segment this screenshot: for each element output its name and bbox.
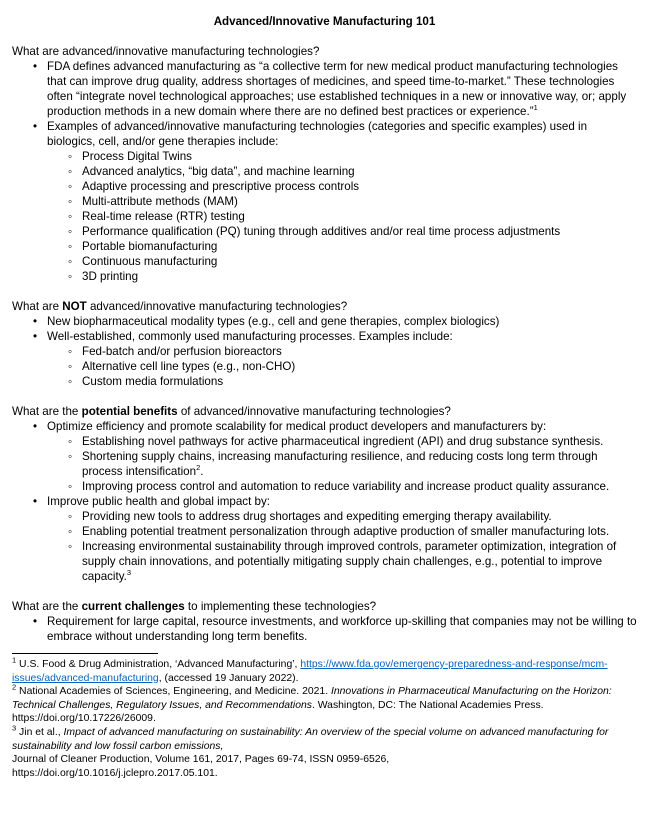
bullet-item <box>12 59 637 119</box>
text-segment: Fed-batch and/or perfusion bioreactors <box>82 345 282 358</box>
italic-text: Impact of advanced manufacturing on sustainability: An overview of the special volume on advanced manufacturing for sustainability and low fossil carbon emissions, <box>12 726 609 752</box>
text-segment: Establishing novel pathways for active pharmaceutical ingredient (API) and drug substance synthesis. <box>82 435 604 448</box>
sub-bullet-item <box>47 269 637 284</box>
sub-bullet-item <box>47 179 637 194</box>
text-segment: What are the <box>12 405 82 418</box>
sub-bullet-item <box>47 164 637 179</box>
bullet-item <box>12 494 637 584</box>
sub-bullet-item <box>47 539 637 584</box>
text-segment: 3D printing <box>82 270 139 283</box>
text-segment: What are the <box>12 600 82 613</box>
text-segment: Enabling potential treatment personalization through adaptive production of smaller manufacturing lots. <box>82 525 610 538</box>
text-segment: https://doi.org/10.1016/j.jclepro.2017.05.101. <box>12 767 218 779</box>
text-segment: advanced/innovative manufacturing technologies? <box>86 300 348 313</box>
text-segment: Improve public health and global impact by: <box>47 495 270 508</box>
document-title: Advanced/Innovative Manufacturing 101 <box>213 15 436 28</box>
question-heading <box>12 299 637 314</box>
sub-bullet-item <box>47 224 637 239</box>
text-segment: Optimize efficiency and promote scalability for medical product developers and manufacturers by: <box>47 420 547 433</box>
text-segment: Requirement for large capital, resource investments, and workforce up-skilling that companies may not be willing to embrace without understanding long term benefits. <box>47 615 637 643</box>
text-segment: , (accessed 19 January 2022). <box>158 672 299 684</box>
sub-bullet-item <box>47 479 637 494</box>
text-segment: Continuous manufacturing <box>82 255 218 268</box>
text-segment: Multi-attribute methods (MAM) <box>82 195 238 208</box>
sub-bullet-list <box>47 434 637 494</box>
bold-text: NOT <box>62 300 87 313</box>
bullet-item <box>12 314 637 329</box>
text-segment: Improving process control and automation to reduce variability and increase product quality assurance. <box>82 480 610 493</box>
bullet-item <box>12 119 637 284</box>
bold-text: current challenges <box>81 600 185 613</box>
question-heading <box>12 599 637 614</box>
text-segment: Adaptive processing and prescriptive process controls <box>82 180 360 193</box>
text-segment: What are <box>12 300 63 313</box>
sub-bullet-item <box>47 344 637 359</box>
sub-bullet-item <box>47 374 637 389</box>
sub-bullet-item <box>47 194 637 209</box>
footnotes-section <box>12 655 637 780</box>
footnote-reference: 3 <box>12 723 17 733</box>
question-heading <box>12 44 637 59</box>
text-segment: Performance qualification (PQ) tuning through additives and/or real time process adjustments <box>82 225 561 238</box>
text-segment: Jin et al., <box>16 726 64 738</box>
footnote-reference: 3 <box>126 568 132 578</box>
question-heading <box>12 404 637 419</box>
text-segment: What are advanced/innovative manufacturing technologies? <box>12 45 320 58</box>
text-segment: National Academies of Sciences, Engineering, and Medicine. 2021. <box>16 686 331 698</box>
text-segment: Examples of advanced/innovative manufacturing technologies (categories and specific examples) used in biologics, cell, and/or gene therapies include: <box>47 120 588 148</box>
footnote-separator <box>12 653 158 654</box>
text-segment: Real-time release (RTR) testing <box>82 210 245 223</box>
text-segment: FDA defines advanced manufacturing as “a collective term for new medical product manufacturing technologies that can improve drug quality, address shortages of medicines, and speed time-to-market.” These technologies often “integrate novel technological approaches; use established techniques in a new or innovative way, or; apply production methods in a new domain where there are no defined best practices or experience.” <box>47 60 627 118</box>
text-segment: Shortening supply chains, increasing manufacturing resilience, and reducing costs long term through process intensification <box>82 450 598 478</box>
sub-bullet-item <box>47 254 637 269</box>
footnote-reference: 2 <box>12 682 17 692</box>
text-segment: Increasing environmental sustainability through improved controls, parameter optimization, integration of supply chain innovations, and potentially mitigating supply chain challenges, e.g., potential to improve capacity. <box>82 540 617 583</box>
text-segment: Process Digital Twins <box>82 150 192 163</box>
sub-bullet-item <box>47 359 637 374</box>
footnote <box>12 682 637 726</box>
bold-text: potential benefits <box>81 405 178 418</box>
bullet-item <box>12 614 637 644</box>
bullet-item <box>12 329 637 389</box>
footnote-reference: 1 <box>12 655 17 665</box>
footnote-reference: 1 <box>533 103 538 113</box>
sub-bullet-item <box>47 434 637 449</box>
sub-bullet-item <box>47 449 637 479</box>
text-segment: of advanced/innovative manufacturing technologies? <box>177 405 451 418</box>
text-segment: . Washington, DC: The National Academies Press. https://doi.org/10.17226/26009. <box>12 699 544 725</box>
text-segment: . <box>200 465 204 478</box>
bullet-list <box>12 614 637 644</box>
italic-text: Innovations in Pharmaceutical Manufacturing on the Horizon: Technical Challenges, Regulatory Issues, and Recommendations <box>12 686 612 711</box>
sub-bullet-item <box>47 524 637 539</box>
sub-bullet-item <box>47 509 637 524</box>
bullet-list <box>12 59 637 284</box>
hyperlink[interactable]: https://www.fda.gov/emergency-preparedness-and-response/mcm-issues/advanced-manufacturing <box>12 659 608 684</box>
bullet-list <box>12 419 637 584</box>
text-segment: Custom media formulations <box>82 375 224 388</box>
footnote-reference: 2 <box>196 463 201 473</box>
sub-bullet-list <box>47 344 637 389</box>
document-body <box>12 44 637 644</box>
text-segment: Well-established, commonly used manufacturing processes. Examples include: <box>47 330 453 343</box>
sub-bullet-list <box>47 149 637 284</box>
footnote <box>12 723 637 780</box>
text-segment: Advanced analytics, “big data”, and machine learning <box>82 165 355 178</box>
text-segment: U.S. Food & Drug Administration, ‘Advanced Manufacturing’, <box>16 659 301 670</box>
text-segment: New biopharmaceutical modality types (e.g., cell and gene therapies, complex biologics) <box>47 315 500 328</box>
text-segment: Providing new tools to address drug shortages and expediting emerging therapy availability. <box>82 510 552 523</box>
sub-bullet-item <box>47 239 637 254</box>
bullet-list <box>12 314 637 389</box>
text-segment: Journal of Cleaner Production, Volume 161, 2017, Pages 69-74, ISSN 0959-6526, <box>12 754 390 766</box>
footnote <box>12 655 637 685</box>
text-segment: Alternative cell line types (e.g., non-CHO) <box>82 360 296 373</box>
text-segment: to implementing these technologies? <box>184 600 377 613</box>
text-segment: Portable biomanufacturing <box>82 240 218 253</box>
sub-bullet-item <box>47 149 637 164</box>
sub-bullet-list <box>47 509 637 584</box>
sub-bullet-item <box>47 209 637 224</box>
bullet-item <box>12 419 637 494</box>
